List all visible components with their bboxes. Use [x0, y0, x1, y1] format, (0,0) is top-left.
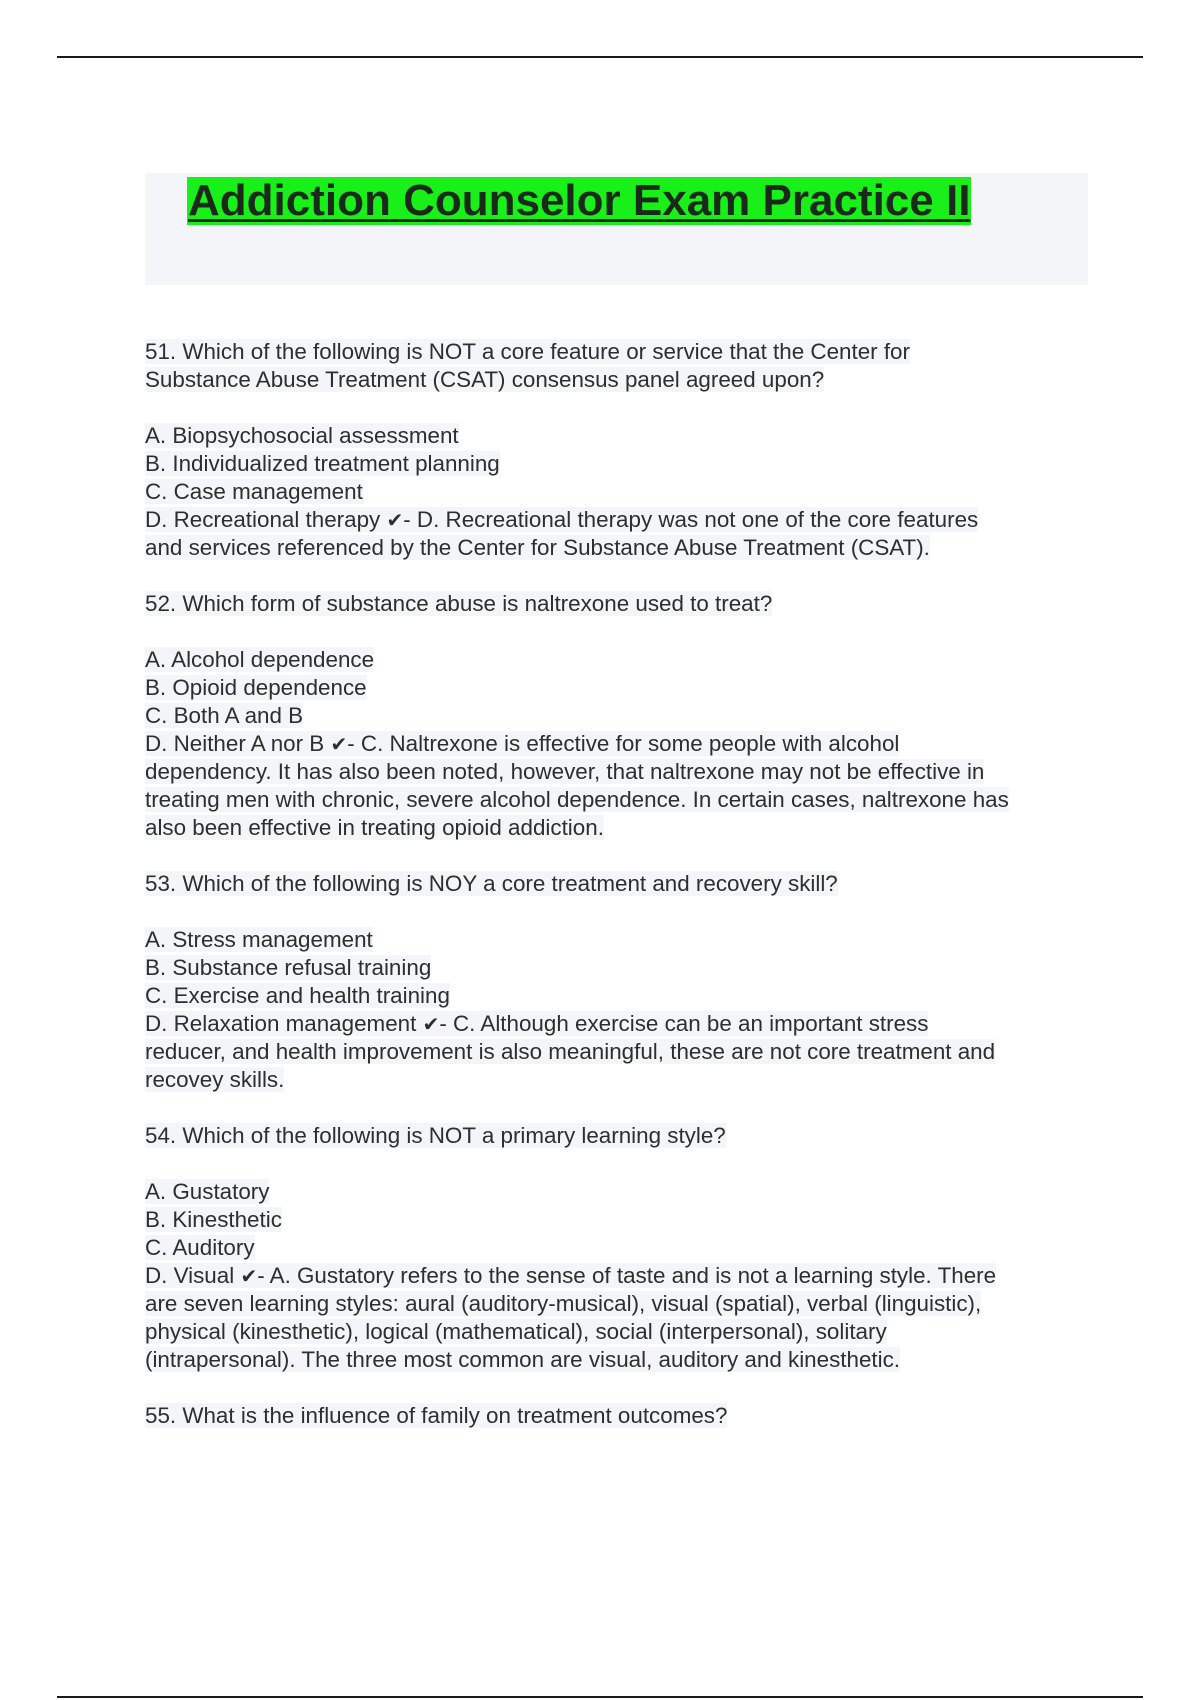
question-line	[145, 366, 1090, 394]
option-line	[145, 1234, 1090, 1262]
question-item	[145, 338, 1090, 562]
answer-line-text: reducer, and health improvement is also meaningful, these are not core treatment and	[145, 1039, 996, 1064]
question-item	[145, 590, 1090, 842]
option-line-text: A. Alcohol dependence	[145, 647, 375, 672]
option-line	[145, 1206, 1090, 1234]
option-line-text: B. Opioid dependence	[145, 675, 367, 700]
answer-line	[145, 758, 1090, 786]
answer-line	[145, 1318, 1090, 1346]
option-line-text: C. Both A and B	[145, 703, 304, 728]
question-line	[145, 1122, 1090, 1150]
question-line	[145, 1402, 1090, 1430]
option-line	[145, 422, 1090, 450]
answer-line	[145, 534, 1090, 562]
answer-line	[145, 1010, 1090, 1038]
answer-line-text: physical (kinesthetic), logical (mathematical), social (interpersonal), solitary	[145, 1319, 887, 1344]
answer-line-text: also been effective in treating opioid addiction.	[145, 815, 604, 840]
question-line-text: 52. Which form of substance abuse is naltrexone used to treat?	[145, 591, 773, 616]
answer-line-text: are seven learning styles: aural (auditory-musical), visual (spatial), verbal (linguistic),	[145, 1291, 982, 1316]
option-line	[145, 1178, 1090, 1206]
answer-line	[145, 814, 1090, 842]
option-line	[145, 450, 1090, 478]
option-line-text: B. Substance refusal training	[145, 955, 432, 980]
answer-line	[145, 1262, 1090, 1290]
option-line-text: B. Individualized treatment planning	[145, 451, 500, 476]
answer-line-text	[145, 1011, 928, 1036]
question-text	[145, 338, 1090, 394]
last-option: D. Visual	[145, 1263, 235, 1288]
question-text	[145, 870, 1090, 898]
option-line	[145, 478, 1090, 506]
answer-options	[145, 422, 1090, 562]
answer-line	[145, 786, 1090, 814]
option-line-text: A. Biopsychosocial assessment	[145, 423, 459, 448]
question-line-text: 53. Which of the following is NOY a core treatment and recovery skill?	[145, 871, 838, 896]
option-line	[145, 954, 1090, 982]
answer-line-text: (intrapersonal). The three most common are visual, auditory and kinesthetic.	[145, 1347, 901, 1372]
answer-line	[145, 1038, 1090, 1066]
last-option: D. Relaxation management	[145, 1011, 417, 1036]
option-line-text: C. Case management	[145, 479, 363, 504]
option-line	[145, 982, 1090, 1010]
question-item	[145, 1122, 1090, 1374]
option-line	[145, 702, 1090, 730]
check-icon: ✔	[386, 508, 404, 532]
check-icon: ✔	[330, 732, 348, 756]
answer-line	[145, 506, 1090, 534]
answer-line	[145, 1346, 1090, 1374]
option-line	[145, 674, 1090, 702]
answer-explanation: - C. Although exercise can be an important stress	[439, 1011, 929, 1036]
question-line-text: 54. Which of the following is NOT a primary learning style?	[145, 1123, 726, 1148]
question-item	[145, 870, 1090, 1094]
answer-explanation: - A. Gustatory refers to the sense of taste and is not a learning style. There	[257, 1263, 997, 1288]
option-line	[145, 646, 1090, 674]
option-line-text: C. Auditory	[145, 1235, 255, 1260]
check-icon: ✔	[422, 1012, 440, 1036]
answer-options	[145, 1178, 1090, 1374]
answer-explanation: - D. Recreational therapy was not one of the core features	[403, 507, 979, 532]
answer-line-text	[145, 1263, 996, 1288]
answer-line-text: treating men with chronic, severe alcohol dependence. In certain cases, naltrexone has	[145, 787, 1009, 812]
option-line-text: A. Stress management	[145, 927, 373, 952]
question-list	[145, 338, 1090, 1458]
question-line-text: 51. Which of the following is NOT a core feature or service that the Center for	[145, 339, 910, 364]
option-line-text: B. Kinesthetic	[145, 1207, 282, 1232]
question-text	[145, 590, 1090, 618]
top-rule	[57, 56, 1143, 58]
check-icon: ✔	[240, 1264, 258, 1288]
answer-line-text: recovey skills.	[145, 1067, 285, 1092]
question-item	[145, 1402, 1090, 1430]
bottom-rule	[57, 1696, 1143, 1698]
question-text	[145, 1122, 1090, 1150]
answer-line-text	[145, 731, 899, 756]
question-line-text: 55. What is the influence of family on treatment outcomes?	[145, 1403, 728, 1428]
answer-line	[145, 1066, 1090, 1094]
answer-line-text: and services referenced by the Center for Substance Abuse Treatment (CSAT).	[145, 535, 930, 560]
last-option: D. Neither A nor B	[145, 731, 325, 756]
answer-options	[145, 926, 1090, 1094]
answer-line-text: dependency. It has also been noted, however, that naltrexone may not be effective in	[145, 759, 985, 784]
option-line-text: A. Gustatory	[145, 1179, 270, 1204]
answer-options	[145, 646, 1090, 842]
question-line	[145, 338, 1090, 366]
option-line	[145, 926, 1090, 954]
question-line	[145, 590, 1090, 618]
answer-line-text	[145, 507, 978, 532]
answer-line	[145, 730, 1090, 758]
answer-line	[145, 1290, 1090, 1318]
last-option: D. Recreational therapy	[145, 507, 381, 532]
answer-explanation: - C. Naltrexone is effective for some people with alcohol	[347, 731, 900, 756]
question-line	[145, 870, 1090, 898]
page-title: Addiction Counselor Exam Practice II	[188, 176, 971, 225]
question-line-text: Substance Abuse Treatment (CSAT) consensus panel agreed upon?	[145, 367, 825, 392]
option-line-text: C. Exercise and health training	[145, 983, 450, 1008]
